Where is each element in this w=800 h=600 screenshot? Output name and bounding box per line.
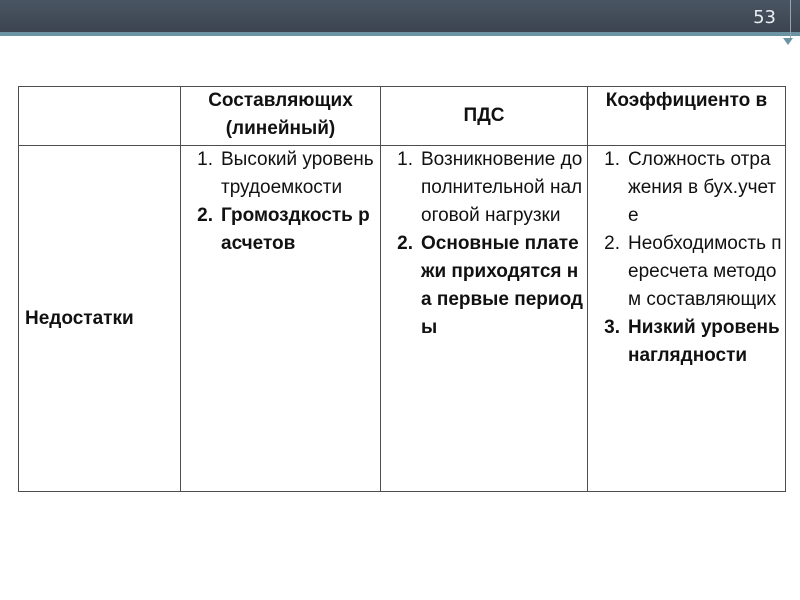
cell-components bbox=[181, 146, 381, 492]
page-number: 53 bbox=[753, 7, 776, 28]
header-marker-icon bbox=[783, 38, 793, 45]
slide-header-bar bbox=[0, 0, 800, 32]
slide-header-accent-line bbox=[0, 32, 800, 36]
list-item-text: Основные платежи приходятся на первые периоды bbox=[421, 233, 583, 338]
list-item bbox=[588, 314, 785, 370]
comparison-table bbox=[18, 86, 786, 492]
list-item-text: Низкий уровень наглядности bbox=[628, 317, 780, 366]
list-item-number: 1. bbox=[197, 149, 213, 170]
list-item bbox=[381, 146, 587, 230]
list-item-text: Возникновение дополнительной налоговой нагрузки bbox=[421, 149, 583, 226]
list-item-number: 2. bbox=[604, 233, 620, 254]
header-row bbox=[19, 87, 786, 146]
header-col-coefficients: Коэффициенто в bbox=[588, 87, 786, 146]
list-item-number: 2. bbox=[397, 233, 413, 254]
list-item-text: Необходимость пересчета методом составляющих bbox=[628, 233, 782, 310]
list-item bbox=[181, 146, 380, 202]
list-item bbox=[381, 230, 587, 342]
header-divider bbox=[790, 0, 791, 40]
cell-pds bbox=[381, 146, 588, 492]
list-item bbox=[588, 146, 785, 230]
list-item-number: 2. bbox=[197, 205, 213, 226]
header-col-pds: ПДС bbox=[381, 87, 588, 146]
row-label-disadvantages: Недостатки bbox=[19, 146, 181, 492]
list-coefficients bbox=[588, 146, 785, 370]
list-item-number: 3. bbox=[604, 317, 620, 338]
list-item-text: Громоздкость расчетов bbox=[221, 205, 370, 254]
list-item bbox=[181, 202, 380, 258]
header-empty-cell bbox=[19, 87, 181, 146]
list-components bbox=[181, 146, 380, 258]
header-col-components: Составляющих (линейный) bbox=[181, 87, 381, 146]
list-item-number: 1. bbox=[397, 149, 413, 170]
list-item bbox=[588, 230, 785, 314]
list-item-number: 1. bbox=[604, 149, 620, 170]
list-item-text: Высокий уровень трудоемкости bbox=[221, 149, 374, 198]
list-pds bbox=[381, 146, 587, 342]
disadvantages-row bbox=[19, 146, 786, 492]
cell-coefficients bbox=[588, 146, 786, 492]
list-item-text: Сложность отражения в бух.учете bbox=[628, 149, 777, 226]
